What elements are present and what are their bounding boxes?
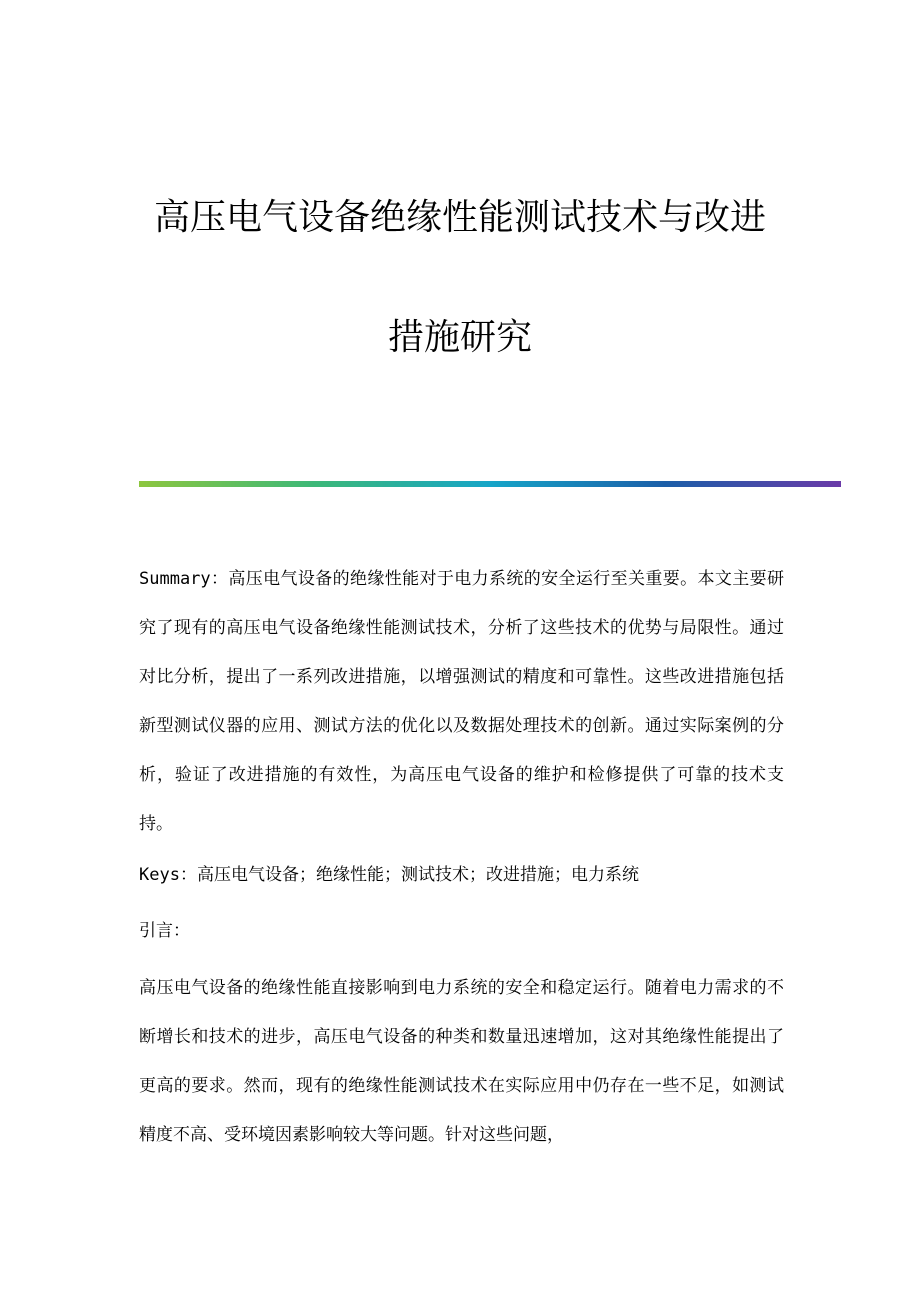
keywords-label: Keys： — [139, 865, 197, 885]
summary-text: 高压电气设备的绝缘性能对于电力系统的安全运行至关重要。本文主要研究了现有的高压电气设备绝缘性能测试技术，分析了这些技术的优势与局限性。通过对比分析，提出了一系列改进措施，以增强测试的精度和可靠性。这些改进措施包括新型测试仪器的应用、测试方法的优化以及数据处理技术的创新。通过实际案例的分析，验证了改进措施的有效性，为高压电气设备的维护和检修提供了可靠的技术支持。 — [139, 569, 785, 834]
intro-paragraph: 高压电气设备的绝缘性能直接影响到电力系统的安全和稳定运行。随着电力需求的不断增长和技术的进步，高压电气设备的种类和数量迅速增加，这对其绝缘性能提出了更高的要求。然而，现有的绝缘性能测试技术在实际应用中仍存在一些不足，如测试精度不高、受环境因素影响较大等问题。针对这些问题， — [139, 978, 784, 1145]
title-divider — [139, 481, 841, 487]
summary-paragraph — [139, 555, 784, 849]
summary-label: Summary： — [139, 569, 229, 589]
document-title-line-2: 措施研究 — [387, 317, 532, 358]
keywords-text: 高压电气设备；绝缘性能；测试技术；改进措施；电力系统 — [196, 865, 639, 885]
intro-heading: 引言： — [139, 921, 190, 941]
keywords-paragraph — [139, 851, 784, 900]
document-title-line-1: 高压电气设备绝缘性能测试技术与改进 — [153, 197, 766, 238]
